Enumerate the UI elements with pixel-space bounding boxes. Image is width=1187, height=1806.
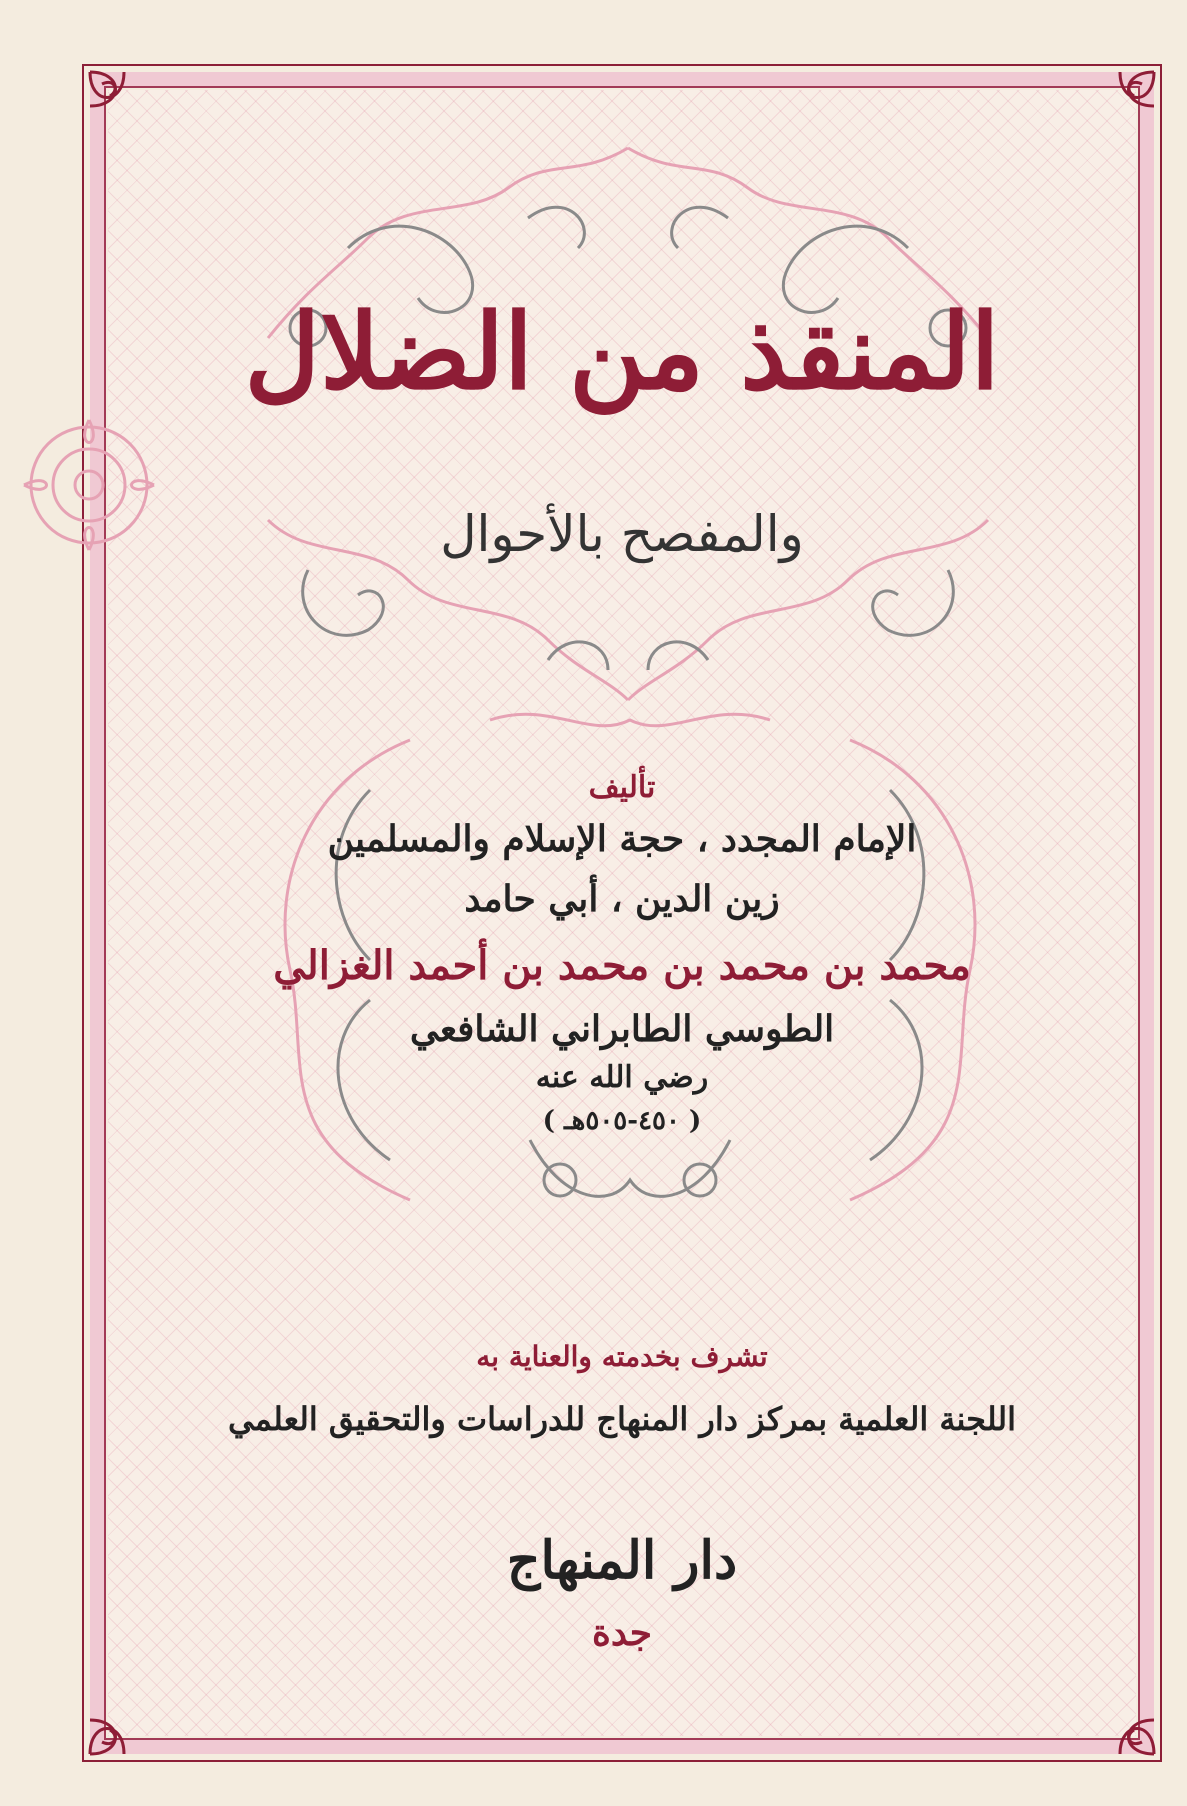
corner-ornament-icon bbox=[1080, 66, 1160, 146]
publisher-city: جدة bbox=[591, 1612, 652, 1654]
author-blessing: رضي الله عنه bbox=[535, 1060, 709, 1095]
author-line: الطوسي الطابراني الشافعي bbox=[409, 1008, 835, 1050]
author-line: الإمام المجدد ، حجة الإسلام والمسلمين bbox=[327, 818, 917, 860]
authored-by-label: تأليف bbox=[588, 770, 656, 805]
author-dates: ( ٤٥٠-٥٠٥هـ ) bbox=[542, 1106, 702, 1136]
corner-ornament-icon bbox=[1080, 1680, 1160, 1760]
book-subtitle: والمفصح بالأحوال bbox=[440, 505, 804, 563]
publisher-name: دار المنهاج bbox=[506, 1530, 738, 1591]
committee-line: اللجنة العلمية بمركز دار المنهاج للدراسات والتحقيق العلمي bbox=[227, 1400, 1017, 1438]
corner-ornament-icon bbox=[84, 66, 164, 146]
book-title: المنقذ من الضلال bbox=[244, 290, 1000, 413]
honored-label: تشرف بخدمته والعناية به bbox=[476, 1340, 768, 1373]
author-name: محمد بن محمد بن محمد بن أحمد الغزالي bbox=[273, 942, 971, 989]
corner-ornament-icon bbox=[84, 1680, 164, 1760]
author-line: زين الدين ، أبي حامد bbox=[464, 878, 780, 920]
